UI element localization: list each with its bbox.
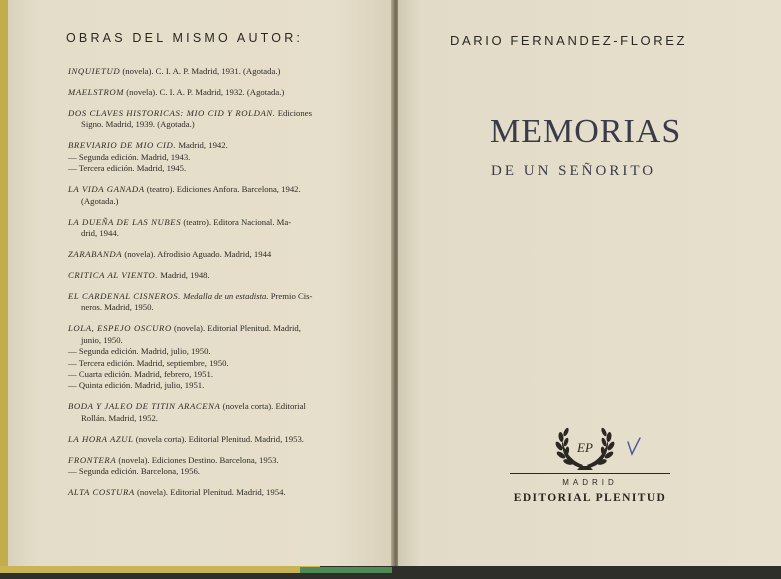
works-list-item: [68, 184, 358, 207]
work-details: (novela). Editorial Plenitud. Madrid,: [171, 323, 301, 334]
work-details: (novela). Editorial Plenitud. Madrid, 1954.: [134, 487, 286, 498]
work-details: (novela). Afrodisio Aguado. Madrid, 1944: [122, 249, 272, 260]
work-title: BREVIARIO DE MIO CID.: [68, 140, 177, 151]
work-details: Ediciones: [275, 108, 312, 118]
work-details: (novela corta). Editorial Plenitud. Madrid, 1953.: [133, 433, 304, 444]
work-subtitle: Medalla de un estadista.: [180, 291, 269, 302]
work-details-line: junio, 1950.: [81, 334, 123, 345]
book-cover-yellow-strip: [0, 566, 320, 573]
work-details-line: — Tercera edición. Madrid, 1945.: [68, 163, 187, 174]
work-details: (novela corta). Editorial: [220, 401, 306, 412]
book-cover-green-strip: [300, 567, 392, 573]
work-details-line: Signo. Madrid, 1939. (Agotada.): [81, 119, 195, 130]
work-details-line: — Tercera edición. Madrid, septiembre, 1950.: [68, 357, 229, 368]
work-details: (teatro). Ediciones Anfora. Barcelona, 1942.: [144, 184, 301, 195]
work-details-line: neros. Madrid, 1950.: [81, 302, 154, 313]
work-title: INQUIETUD: [68, 66, 121, 76]
work-details-line: — Segunda edición. Barcelona, 1956.: [68, 466, 200, 477]
work-title: LA DUEÑA DE LAS NUBES: [68, 216, 182, 227]
works-list-item: [68, 217, 358, 240]
works-list-item: [68, 401, 358, 424]
works-list-item: [68, 66, 358, 77]
publisher-city: MADRID: [562, 478, 618, 487]
divider-rule: [510, 473, 670, 474]
work-details-line: — Segunda edición. Madrid, 1943.: [68, 151, 191, 162]
right-page: [398, 0, 781, 566]
works-list: [68, 66, 358, 508]
work-title: EL CARDENAL CISNEROS.: [68, 291, 181, 302]
work-title: DOS CLAVES HISTORICAS: MIO CID Y ROLDAN.: [68, 108, 276, 118]
works-list-item: [68, 434, 358, 445]
work-details-line: (Agotada.): [81, 195, 119, 206]
work-title: LA VIDA GANADA: [68, 184, 145, 195]
works-list-item: [68, 487, 358, 498]
work-details-line: — Segunda edición. Madrid, julio, 1950.: [68, 346, 211, 357]
works-list-item: [68, 270, 358, 281]
works-list-item: [68, 108, 358, 131]
work-details: (novela). C. I. A. P. Madrid, 1932. (Agotada.): [124, 87, 285, 97]
work-details: (teatro). Editora Nacional. Ma-: [181, 216, 292, 227]
works-header: OBRAS DEL MISMO AUTOR:: [66, 31, 304, 45]
works-list-item: [68, 323, 358, 391]
work-details: Madrid, 1948.: [158, 270, 210, 281]
laurel-wreath-icon: [551, 421, 619, 473]
pencil-mark-icon: [626, 436, 642, 458]
works-list-item: [68, 249, 358, 260]
work-details: (novela). C. I. A. P. Madrid, 1931. (Agotada.): [120, 66, 281, 76]
work-title: FRONTERA: [68, 454, 117, 465]
work-title: LA HORA AZUL: [68, 433, 134, 444]
book-title: MEMORIAS: [490, 113, 682, 150]
author-name: DARIO FERNANDEZ-FLOREZ: [450, 33, 688, 48]
work-title: ZARABANDA: [68, 249, 123, 260]
work-details-line: Rollán. Madrid, 1952.: [81, 412, 158, 423]
work-details: Madrid, 1942.: [176, 140, 228, 151]
work-details-line: drid, 1944.: [81, 228, 119, 239]
publisher-monogram: EP: [577, 440, 593, 455]
works-list-item: [68, 87, 358, 98]
work-title: CRITICA AL VIENTO.: [68, 270, 159, 281]
book-subtitle: DE UN SEÑORITO: [491, 163, 657, 179]
works-list-item: [68, 140, 358, 174]
work-details-line: — Quinta edición. Madrid, julio, 1951.: [68, 380, 205, 391]
work-title: ALTA COSTURA: [68, 487, 135, 498]
work-details: (novela). Ediciones Destino. Barcelona, 1953.: [116, 454, 279, 465]
left-page: [8, 0, 393, 566]
works-list-item: [68, 291, 358, 314]
work-details: Premio Cis-: [268, 291, 313, 302]
work-title: MAELSTROM: [68, 87, 125, 97]
work-title: LOLA, ESPEJO OSCURO: [68, 323, 172, 334]
work-details-line: — Cuarta edición. Madrid, febrero, 1951.: [68, 369, 213, 380]
works-list-item: [68, 455, 358, 478]
publisher-name: EDITORIAL PLENITUD: [513, 492, 667, 504]
work-title: BODA Y JALEO DE TITIN ARACENA: [68, 401, 221, 412]
